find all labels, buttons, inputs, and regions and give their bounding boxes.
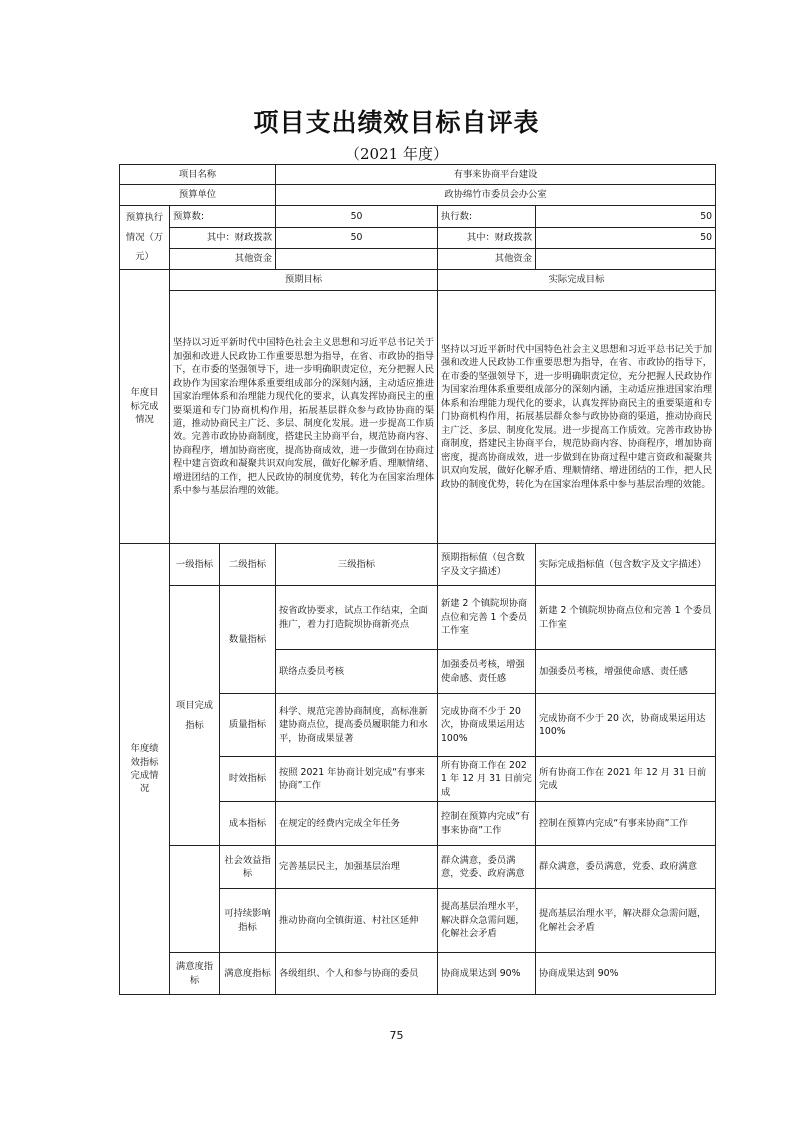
fiscal-exec: 50 bbox=[536, 228, 716, 249]
exec-num-label: 执行数: bbox=[438, 206, 536, 228]
actual-cell: 提高基层治理水平，解决群众急需问题，化解社会矛盾 bbox=[536, 889, 716, 953]
cat-satisfaction: 满意度指标 bbox=[220, 953, 276, 995]
actual-goal-text: 坚持以习近平新时代中国特色社会主义思想和习近平总书记关于加强和改进人民政协工作重要思想为指导，在省、市政协的指导下，在市委的坚强领导下，进一步明确职责定位，充分把握人民政协作为国家治理体系重要组成部分的深刻内涵，主动适应推进国家治理体系和治理能力现代化的要求，认真发挥协商民主的重要渠道和专门协商机构作用，拓展基层群众参与政协协商的渠道，推动协商民主广泛、多层、制度化发展。进一步提高工作质效。完善市政协协商制度，搭建民主协商平台，规范协商内容、协商程序，增加协商密度，提高协商成效，进一步做到在协商过程中建言资政和凝聚共识双向发展，做好化解矛盾、理顺情绪、增进团结的工作，把人民政协的制度优势，转化为在国家治理体系中参与基层治理的效能。 bbox=[438, 291, 716, 544]
l3-cell: 科学、规范完善协商制度，高标准新建协商点位，提高委员履职能力和水平，协商成果显著 bbox=[276, 694, 438, 757]
budget-label: 预算数: bbox=[170, 206, 276, 228]
table-row bbox=[120, 846, 716, 889]
other-label-exec: 其他资金 bbox=[438, 249, 536, 270]
row-goal-headers bbox=[120, 270, 716, 291]
group-benefit-blank bbox=[170, 846, 220, 953]
budget-value: 50 bbox=[276, 206, 438, 228]
table-row bbox=[120, 953, 716, 995]
group-satisfaction: 满意度指标 bbox=[170, 953, 220, 995]
actual-cell: 新建 2 个镇院坝协商点位和完善 1 个委员工作室 bbox=[536, 586, 716, 650]
cat-sustain: 可持续影响指标 bbox=[220, 889, 276, 953]
header-level3: 三级指标 bbox=[276, 544, 438, 586]
page-number: 75 bbox=[389, 1029, 404, 1042]
actual-cell: 控制在预算内完成“有事来协商”工作 bbox=[536, 802, 716, 846]
project-name-value: 有事来协商平台建设 bbox=[276, 165, 716, 185]
table-row bbox=[120, 586, 716, 650]
row-budget-unit bbox=[120, 185, 716, 206]
expected-cell: 完成协商不少于 20 次，协商成果运用达 100% bbox=[438, 694, 536, 757]
row-fiscal bbox=[120, 228, 716, 249]
cat-social: 社会效益指标 bbox=[220, 846, 276, 889]
expected-cell: 新建 2 个镇院坝协商点位和完善 1 个委员工作室 bbox=[438, 586, 536, 650]
actual-cell: 所有协商工作在 2021 年 12 月 31 日前完成 bbox=[536, 757, 716, 802]
actual-goal-header: 实际完成目标 bbox=[438, 270, 716, 291]
exec-value: 50 bbox=[536, 206, 716, 228]
actual-cell: 协商成果达到 90% bbox=[536, 953, 716, 995]
l3-cell: 完善基层民主，加强基层治理 bbox=[276, 846, 438, 889]
fiscal-budget: 50 bbox=[276, 228, 438, 249]
expected-cell: 提高基层治理水平，解决群众急需问题，化解社会矛盾 bbox=[438, 889, 536, 953]
header-level2: 二级指标 bbox=[220, 544, 276, 586]
other-label: 其他资金 bbox=[170, 249, 276, 270]
other-budget bbox=[276, 249, 438, 270]
self-evaluation-table bbox=[119, 164, 716, 995]
expected-cell: 群众满意，委员满意，党委、政府满意 bbox=[438, 846, 536, 889]
header-expected: 预期指标值（包含数字及文字描述） bbox=[438, 544, 536, 586]
expected-goal-header: 预期目标 bbox=[170, 270, 438, 291]
expected-cell: 控制在预算内完成“有事来协商”工作 bbox=[438, 802, 536, 846]
other-exec bbox=[536, 249, 716, 270]
actual-cell: 加强委员考核，增强使命感、责任感 bbox=[536, 650, 716, 694]
row-other bbox=[120, 249, 716, 270]
actual-cell: 完成协商不少于 20 次，协商成果运用达 100% bbox=[536, 694, 716, 757]
expected-cell: 加强委员考核，增强使命感、责任感 bbox=[438, 650, 536, 694]
l3-cell: 在规定的经费内完成全年任务 bbox=[276, 802, 438, 846]
actual-cell: 群众满意，委员满意，党委、政府满意 bbox=[536, 846, 716, 889]
row-indicator-headers bbox=[120, 544, 716, 586]
cat-quality: 质量指标 bbox=[220, 694, 276, 757]
budget-unit-label: 预算单位 bbox=[120, 185, 276, 206]
fiscal-label: 其中：财政拨款 bbox=[170, 228, 276, 249]
goals-section-label: 年度目标完成情况 bbox=[120, 270, 170, 544]
l3-cell: 推动协商向全镇街道、村社区延伸 bbox=[276, 889, 438, 953]
cat-timeliness: 时效指标 bbox=[220, 757, 276, 802]
cat-cost: 成本指标 bbox=[220, 802, 276, 846]
expected-goal-text: 坚持以习近平新时代中国特色社会主义思想和习近平总书记关于加强和改进人民政协工作重要思想为指导，在省、市政协的指导下，在市委的坚强领导下，进一步明确职责定位，充分把握人民政协作为国家治理体系重要组成部分的深刻内涵，主动适应推进国家治理体系和治理能力现代化的要求，认真发挥协商民主的重要渠道和专门协商机构作用，拓展基层群众参与政协协商的渠道，推动协商民主广泛、多层、制度化发展。进一步提高工作质效。完善市政协协商制度，搭建民主协商平台，规范协商内容、协商程序，增加协商密度，提高协商成效，进一步做到在协商过程中建言资政和凝聚共识双向发展，做好化解矛盾、理顺情绪、增进团结的工作，把人民政协的制度优势，转化为在国家治理体系中参与基层治理的效能。 bbox=[170, 291, 438, 544]
l3-cell: 联络点委员考核 bbox=[276, 650, 438, 694]
row-project-name bbox=[120, 165, 716, 185]
page-title: 项目支出绩效目标自评表 bbox=[253, 108, 540, 137]
fiscal-label-exec: 其中：财政拨款 bbox=[438, 228, 536, 249]
row-goal-text bbox=[120, 291, 716, 544]
budget-unit-value: 政协绵竹市委员会办公室 bbox=[276, 185, 716, 206]
expected-cell: 协商成果达到 90% bbox=[438, 953, 536, 995]
year-subtitle: （2021 年度） bbox=[345, 145, 448, 163]
project-name-label: 项目名称 bbox=[120, 165, 276, 185]
exec-label: 预算执行情况（万元） bbox=[120, 206, 170, 270]
row-budget bbox=[120, 206, 716, 228]
header-level1: 一级指标 bbox=[170, 544, 220, 586]
cat-quantity: 数量指标 bbox=[220, 586, 276, 694]
l3-cell: 按照 2021 年协商计划完成“有事来协商”工作 bbox=[276, 757, 438, 802]
indicators-section-label: 年度绩效指标完成情况 bbox=[120, 544, 170, 995]
expected-cell: 所有协商工作在 2021 年 12 月 31 日前完成 bbox=[438, 757, 536, 802]
l3-cell: 各级组织、个人和参与协商的委员 bbox=[276, 953, 438, 995]
header-actual: 实际完成指标值（包含数字及文字描述） bbox=[536, 544, 716, 586]
l3-cell: 按省政协要求，试点工作结束，全面推广，着力打造院坝协商新亮点 bbox=[276, 586, 438, 650]
group-project-complete: 项目完成指标 bbox=[170, 586, 220, 846]
